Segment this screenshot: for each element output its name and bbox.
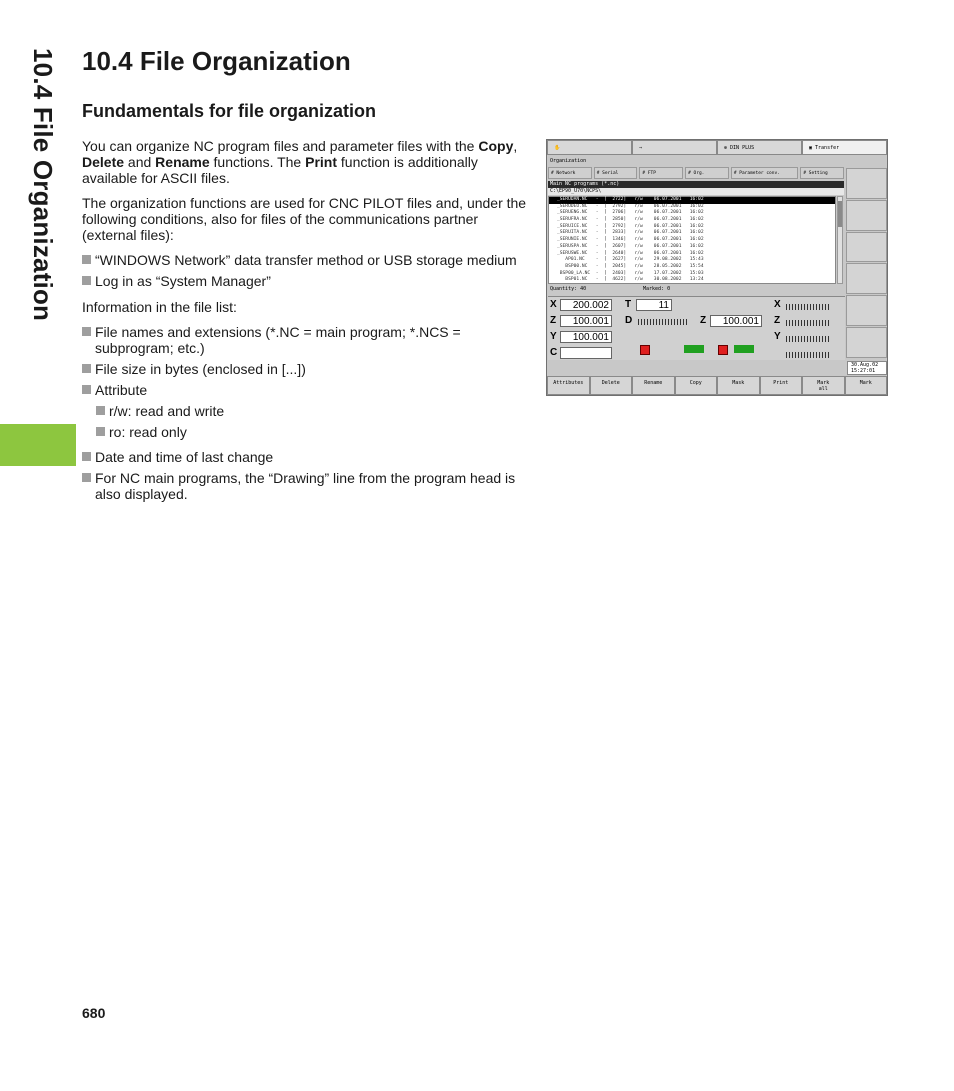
intro-paragraph bbox=[82, 138, 528, 186]
list-item: Attribute bbox=[82, 382, 528, 398]
load-x-bar bbox=[786, 304, 830, 310]
scrollbar-thumb[interactable] bbox=[838, 201, 842, 227]
table-row[interactable]: BSP00_LA.NC - [ 2403] r/w 17.07.2002 15:03 bbox=[557, 270, 704, 276]
vertical-softkey[interactable] bbox=[846, 232, 887, 263]
load-z-bar bbox=[786, 320, 830, 326]
para1-text-c: function is additionally available for ASCII files. bbox=[82, 154, 478, 186]
tab-automatic[interactable] bbox=[632, 140, 717, 155]
print-keyword: Print bbox=[305, 154, 337, 170]
file-list-title: Main NC programs (*.nc) bbox=[548, 181, 844, 188]
table-row[interactable]: _SERUDAN.NC - [ 2722] r/w 06.07.2001 16:02 bbox=[549, 197, 835, 204]
time-text: 15:27:01 bbox=[851, 368, 876, 374]
date-text: 30.Aug.02 bbox=[851, 362, 879, 368]
tool-t-label: T bbox=[625, 299, 632, 310]
load-y-bar bbox=[786, 336, 830, 342]
menu-serial[interactable]: # Serial bbox=[594, 167, 638, 179]
quantity-label: Quantity: 40 bbox=[550, 286, 587, 292]
grid-icon: # bbox=[733, 170, 740, 176]
chapter-title: 10.4 File Organization bbox=[82, 46, 351, 76]
bullet-square-icon bbox=[82, 473, 91, 482]
vertical-softkey[interactable] bbox=[846, 327, 887, 358]
softkey-mark-all[interactable]: Mark all bbox=[802, 376, 845, 395]
axis-c-label: C bbox=[550, 347, 558, 358]
load-z-label: Z bbox=[774, 315, 781, 326]
list-item: “WINDOWS Network” data transfer method or USB storage medium bbox=[82, 252, 528, 268]
grid-icon: # bbox=[803, 170, 809, 176]
list-item: File names and extensions (*.NC = main program; *.NCS = subprogram; etc.) bbox=[82, 324, 528, 356]
table-row[interactable]: _SERUDEU.NC - [ 2792] r/w 06.07.2001 16:02 bbox=[557, 203, 704, 209]
list-item: ro: read only bbox=[96, 424, 528, 440]
bullet-square-icon bbox=[82, 276, 91, 285]
delete-keyword: Delete bbox=[82, 154, 125, 170]
body-text bbox=[82, 138, 528, 507]
softkey-mark[interactable]: Mark bbox=[845, 376, 888, 395]
chapter-tab-marker bbox=[0, 424, 76, 466]
vertical-softkeys bbox=[846, 168, 887, 358]
table-row[interactable]: BSP00.NC - [ 2045] r/w 28.05.2002 15:54 bbox=[557, 263, 704, 269]
table-row[interactable]: _SERUSPA.NC - [ 2607] r/w 06.07.2001 16:02 bbox=[557, 243, 704, 249]
file-list bbox=[548, 196, 836, 284]
softkey-delete[interactable]: Delete bbox=[590, 376, 633, 395]
bullet-square-icon bbox=[82, 327, 91, 336]
transfer-menu bbox=[548, 167, 844, 179]
menu-network[interactable]: # Network bbox=[548, 167, 592, 179]
arrow-icon: ⇒ bbox=[639, 144, 643, 151]
axis-z2-value: 100.001 bbox=[710, 315, 762, 327]
din-icon: ⊕ bbox=[724, 144, 731, 151]
cnc-screenshot bbox=[546, 139, 888, 396]
datetime-display bbox=[847, 361, 887, 375]
softkey-copy[interactable]: Copy bbox=[675, 376, 718, 395]
tool-d-label: D bbox=[625, 315, 633, 326]
table-row[interactable]: _SERUITA.NC - [ 2833] r/w 06.07.2001 16:02 bbox=[557, 230, 704, 236]
hand-icon: ✋ bbox=[554, 144, 561, 151]
softkey-print[interactable]: Print bbox=[760, 376, 803, 395]
table-row[interactable]: _SERUENG.NC - [ 2706] r/w 06.07.2001 16:02 bbox=[557, 210, 704, 216]
axis-z2-label: Z bbox=[700, 315, 707, 326]
tool-t-value: 11 bbox=[636, 299, 672, 311]
para1-comma: , bbox=[513, 138, 518, 154]
side-chapter-title-text: 10.4 File Organization bbox=[28, 48, 58, 322]
bullet-square-icon bbox=[96, 427, 105, 436]
page-number: 680 bbox=[82, 1005, 106, 1021]
spindle-2-status-bar bbox=[734, 345, 754, 353]
spindle-2-stop-icon bbox=[718, 345, 728, 355]
softkey-rename[interactable]: Rename bbox=[632, 376, 675, 395]
para1-text-b: functions. The bbox=[209, 154, 306, 170]
softkey-mask[interactable]: Mask bbox=[717, 376, 760, 395]
tab-manual[interactable] bbox=[547, 140, 632, 155]
table-row[interactable]: _SERUFRA.NC - [ 2850] r/w 06.07.2001 16:02 bbox=[557, 217, 704, 223]
tab-din-plus[interactable]: ⊕ DIN PLUS bbox=[717, 140, 802, 155]
load-x-label: X bbox=[774, 299, 781, 310]
grid-icon: # bbox=[642, 170, 648, 176]
spindle-1-stop-icon bbox=[640, 345, 650, 355]
menu-org[interactable]: # Org. bbox=[685, 167, 729, 179]
list-item: Date and time of last change bbox=[82, 449, 528, 465]
para1-text-a: You can organize NC program files and parameter files with the bbox=[82, 138, 479, 154]
grid-icon: # bbox=[688, 170, 694, 176]
list-item: For NC main programs, the “Drawing” line from the program head is also displayed. bbox=[82, 470, 528, 502]
menu-setting[interactable]: # Setting bbox=[800, 167, 844, 179]
bullet-square-icon bbox=[96, 406, 105, 415]
file-list-scrollbar[interactable] bbox=[837, 196, 843, 284]
axis-z-value: 100.001 bbox=[560, 315, 612, 327]
bullet-square-icon bbox=[82, 364, 91, 373]
vertical-softkey[interactable] bbox=[846, 263, 887, 294]
mode-tabs bbox=[547, 140, 887, 155]
vertical-softkey[interactable] bbox=[846, 200, 887, 231]
organization-label: Organization bbox=[550, 158, 587, 164]
spindle-1-status-bar bbox=[684, 345, 704, 353]
table-row[interactable]: _SERUICE.NC - [ 2792] r/w 06.07.2001 16:02 bbox=[557, 223, 704, 229]
section-title: Fundamentals for file organization bbox=[82, 101, 377, 121]
axis-c-value bbox=[560, 347, 612, 359]
vertical-softkey[interactable] bbox=[846, 168, 887, 199]
softkey-bar bbox=[547, 376, 887, 395]
side-chapter-title bbox=[0, 40, 70, 400]
menu-ftp[interactable]: # FTP bbox=[639, 167, 683, 179]
marked-label: Marked: 0 bbox=[643, 286, 671, 292]
grid-icon: # bbox=[596, 170, 603, 176]
axis-z-label: Z bbox=[550, 315, 557, 326]
table-row[interactable]: BSP01.NC - [ 4622] r/w 30.08.2002 13:24 bbox=[557, 277, 704, 283]
axis-x-value: 200.002 bbox=[560, 299, 612, 311]
menu-parameter-conv[interactable]: # Parameter conv. bbox=[731, 167, 799, 179]
feed-bar bbox=[638, 319, 688, 325]
tab-transfer[interactable]: ▣ Transfer bbox=[802, 140, 887, 155]
rename-keyword: Rename bbox=[155, 154, 210, 170]
table-row[interactable]: _SERUSWE.NC - [ 2640] r/w 06.07.2001 16:02 bbox=[557, 250, 704, 256]
para1-and: and bbox=[124, 154, 156, 170]
vertical-softkey[interactable] bbox=[846, 295, 887, 326]
bullet-square-icon bbox=[82, 452, 91, 461]
bullet-square-icon bbox=[82, 255, 91, 264]
list-item: r/w: read and write bbox=[96, 403, 528, 419]
axis-y-label: Y bbox=[550, 331, 557, 342]
bullet-square-icon bbox=[82, 385, 91, 394]
grid-icon: # bbox=[551, 170, 557, 176]
axis-y-value: 100.001 bbox=[560, 331, 612, 343]
file-list-path: C:\EP90_U70\NCPS\ bbox=[548, 188, 844, 195]
disk-icon: ▣ bbox=[809, 144, 816, 151]
spindle-load-bar bbox=[786, 352, 830, 358]
conditions-paragraph: The organization functions are used for CNC PILOT files and, under the following conditions, also for files of the communications partner (external files): bbox=[82, 195, 527, 243]
list-item: File size in bytes (enclosed in [...]) bbox=[82, 361, 528, 377]
table-row[interactable]: _SERUNIE.NC - [ 1346] r/w 06.07.2001 16:02 bbox=[557, 237, 704, 243]
list-item: Log in as “System Manager” bbox=[82, 273, 528, 289]
load-y-label: Y bbox=[774, 331, 781, 342]
softkey-attributes[interactable]: Attributes bbox=[547, 376, 590, 395]
info-intro: Information in the file list: bbox=[82, 299, 237, 315]
axis-x-label: X bbox=[550, 299, 557, 310]
table-row[interactable]: AP01.NC - [ 2627] r/w 29.08.2002 15:43 bbox=[557, 257, 704, 263]
position-display bbox=[548, 296, 845, 360]
copy-keyword: Copy bbox=[478, 138, 514, 154]
